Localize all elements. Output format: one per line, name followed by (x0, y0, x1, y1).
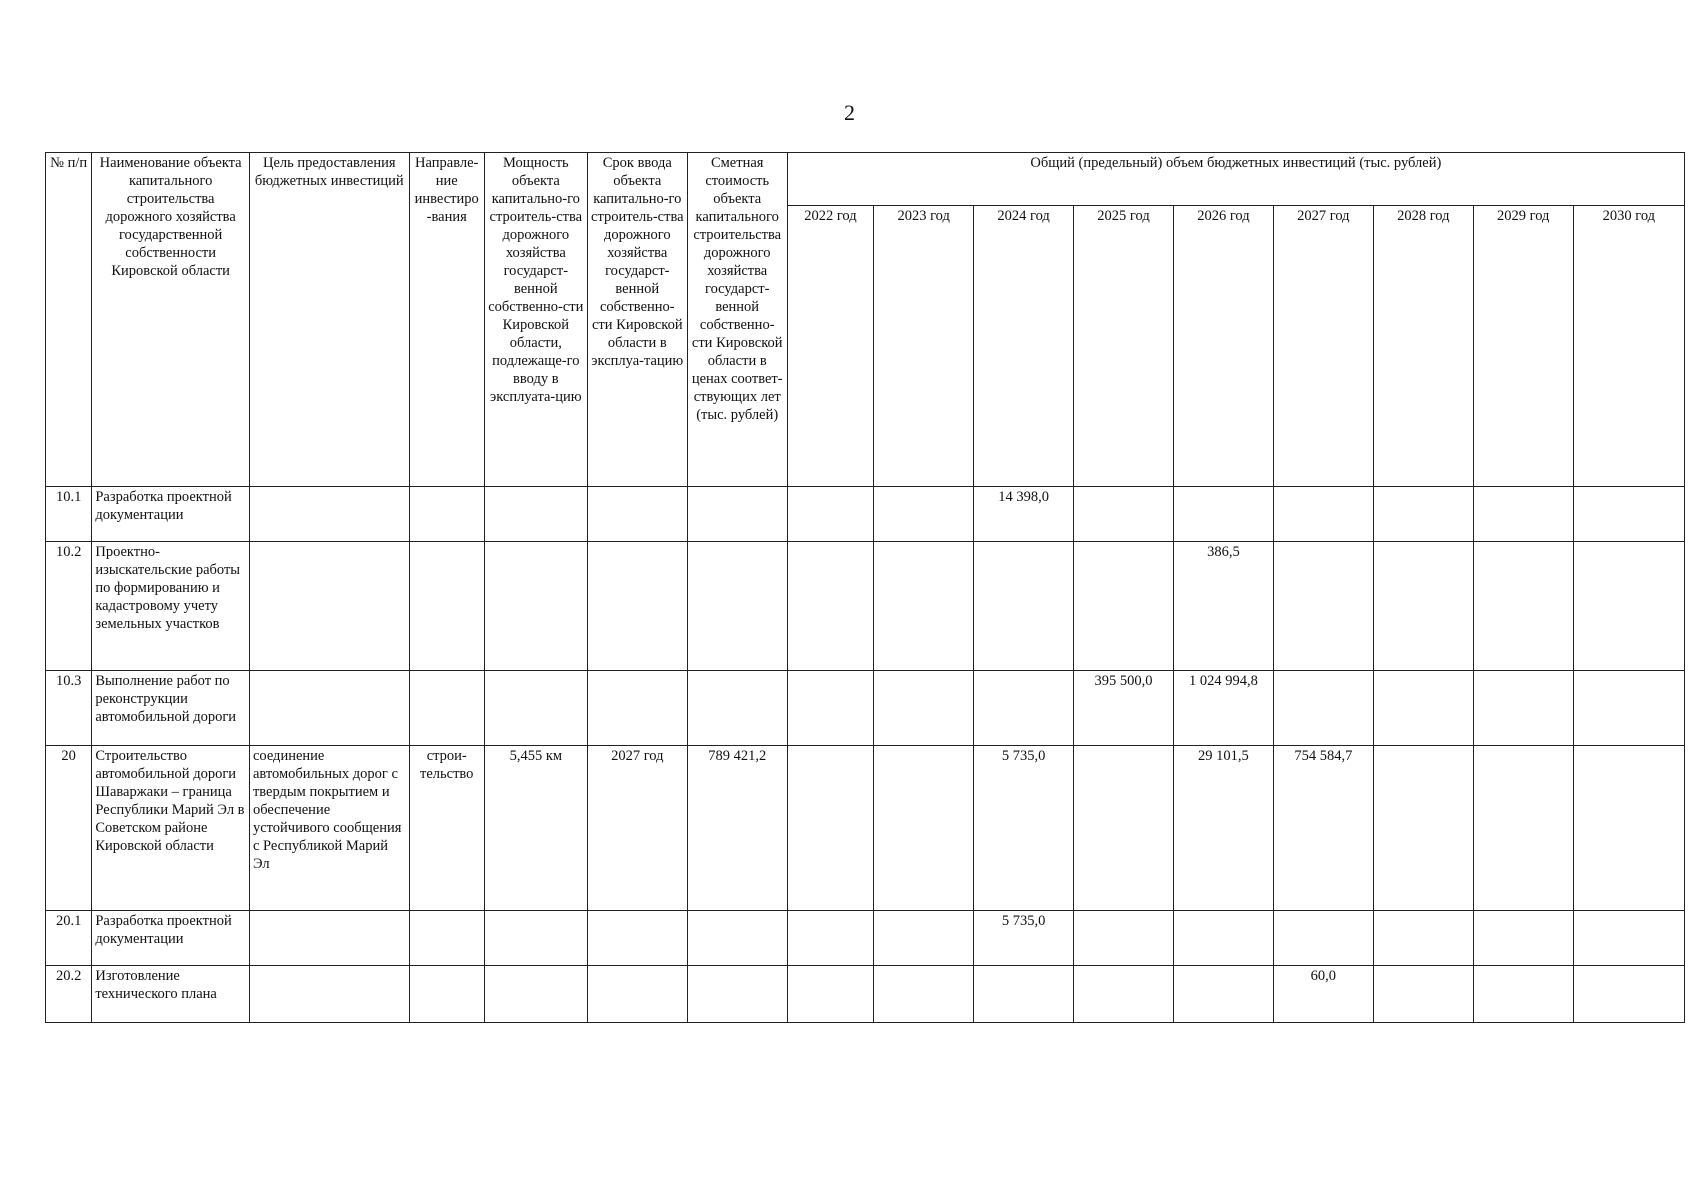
row-name: Проектно-изыскательские работы по формированию и кадастровому учету земельных участков (92, 542, 250, 671)
table-row (46, 487, 1685, 542)
header-year: 2030 год (1573, 206, 1684, 487)
row-year-2024: 5 735,0 (974, 911, 1074, 966)
row-direction (409, 911, 484, 966)
row-commissioning: 2027 год (587, 746, 687, 911)
table-row (46, 911, 1685, 966)
row-direction (409, 542, 484, 671)
row-year-2030 (1573, 911, 1684, 966)
row-capacity (484, 911, 587, 966)
row-purpose (249, 966, 409, 1023)
row-cost (687, 542, 787, 671)
row-direction (409, 966, 484, 1023)
row-year-2025 (1074, 911, 1174, 966)
row-year-2023 (874, 487, 974, 542)
row-year-2030 (1573, 746, 1684, 911)
row-capacity (484, 487, 587, 542)
row-cost (687, 671, 787, 746)
row-year-2022 (787, 671, 874, 746)
row-year-2027 (1273, 671, 1373, 746)
header-row-top (46, 153, 1685, 206)
row-purpose (249, 911, 409, 966)
row-year-2029 (1473, 542, 1573, 671)
header-direction: Направле-ние инвестиро-вания (409, 153, 484, 487)
row-year-2025 (1074, 746, 1174, 911)
row-year-2026 (1173, 911, 1273, 966)
row-year-2028 (1373, 966, 1473, 1023)
row-year-2023 (874, 746, 974, 911)
row-year-2027 (1273, 487, 1373, 542)
row-year-2023 (874, 542, 974, 671)
row-year-2028 (1373, 911, 1473, 966)
row-year-2024 (974, 966, 1074, 1023)
row-commissioning (587, 911, 687, 966)
row-year-2029 (1473, 911, 1573, 966)
row-num: 10.3 (46, 671, 92, 746)
row-year-2022 (787, 911, 874, 966)
row-commissioning (587, 542, 687, 671)
row-year-2029 (1473, 746, 1573, 911)
row-cost (687, 911, 787, 966)
row-purpose (249, 487, 409, 542)
row-commissioning (587, 487, 687, 542)
row-purpose (249, 671, 409, 746)
row-year-2028 (1373, 487, 1473, 542)
header-year: 2024 год (974, 206, 1074, 487)
row-year-2027: 754 584,7 (1273, 746, 1373, 911)
row-direction: строи-тельство (409, 746, 484, 911)
row-commissioning (587, 671, 687, 746)
row-year-2022 (787, 542, 874, 671)
row-year-2028 (1373, 671, 1473, 746)
header-purpose: Цель предоставления бюджетных инвестиций (249, 153, 409, 487)
row-num: 20.2 (46, 966, 92, 1023)
row-cost (687, 966, 787, 1023)
row-commissioning (587, 966, 687, 1023)
row-year-2022 (787, 487, 874, 542)
header-num: № п/п (46, 153, 92, 487)
row-year-2023 (874, 911, 974, 966)
row-year-2029 (1473, 671, 1573, 746)
row-year-2025 (1074, 966, 1174, 1023)
header-total-volume: Общий (предельный) объем бюджетных инвестиций (тыс. рублей) (787, 153, 1684, 206)
row-year-2022 (787, 966, 874, 1023)
row-year-2024: 14 398,0 (974, 487, 1074, 542)
row-year-2026 (1173, 966, 1273, 1023)
row-year-2027 (1273, 542, 1373, 671)
row-year-2024 (974, 542, 1074, 671)
row-year-2030 (1573, 671, 1684, 746)
row-year-2029 (1473, 487, 1573, 542)
header-commissioning: Срок ввода объекта капитально-го строитель-ства дорожного хозяйства государст-венной собственно-сти Кировской области в эксплуа-тацию (587, 153, 687, 487)
row-name: Строительство автомобильной дороги Шаваржаки – граница Республики Марий Эл в Советском районе Кировской области (92, 746, 250, 911)
row-year-2028 (1373, 542, 1473, 671)
row-cost: 789 421,2 (687, 746, 787, 911)
row-year-2024 (974, 671, 1074, 746)
row-year-2023 (874, 966, 974, 1023)
row-cost (687, 487, 787, 542)
row-capacity (484, 542, 587, 671)
row-year-2024: 5 735,0 (974, 746, 1074, 911)
row-year-2026 (1173, 487, 1273, 542)
row-year-2028 (1373, 746, 1473, 911)
row-capacity (484, 966, 587, 1023)
header-year: 2027 год (1273, 206, 1373, 487)
header-year: 2025 год (1074, 206, 1174, 487)
header-name: Наименование объекта капитального строительства дорожного хозяйства государственной собственности Кировской области (92, 153, 250, 487)
row-year-2030 (1573, 487, 1684, 542)
row-num: 20 (46, 746, 92, 911)
row-name: Разработка проектной документации (92, 911, 250, 966)
header-year: 2023 год (874, 206, 974, 487)
table-row (46, 746, 1685, 911)
row-year-2022 (787, 746, 874, 911)
row-direction (409, 487, 484, 542)
row-name: Разработка проектной документации (92, 487, 250, 542)
row-direction (409, 671, 484, 746)
header-cost: Сметная стоимость объекта капитального строительства дорожного хозяйства государст-венной собственно-сти Кировской области в ценах соответ-ствующих лет (тыс. рублей) (687, 153, 787, 487)
table-row (46, 966, 1685, 1023)
row-num: 10.2 (46, 542, 92, 671)
row-year-2026: 1 024 994,8 (1173, 671, 1273, 746)
row-year-2025: 395 500,0 (1074, 671, 1174, 746)
row-capacity (484, 671, 587, 746)
budget-investment-table (45, 152, 1685, 1023)
row-purpose (249, 542, 409, 671)
row-year-2027: 60,0 (1273, 966, 1373, 1023)
header-capacity: Мощность объекта капитально-го строитель-ства дорожного хозяйства государст-венной собственно-сти Кировской области, подлежаще-го вводу в эксплуата-цию (484, 153, 587, 487)
row-name: Изготовление технического плана (92, 966, 250, 1023)
row-year-2025 (1074, 487, 1174, 542)
row-year-2026: 29 101,5 (1173, 746, 1273, 911)
row-year-2023 (874, 671, 974, 746)
header-year: 2029 год (1473, 206, 1573, 487)
row-year-2030 (1573, 966, 1684, 1023)
page-number: 2 (844, 100, 855, 125)
table-row (46, 671, 1685, 746)
header-year: 2022 год (787, 206, 874, 487)
row-year-2030 (1573, 542, 1684, 671)
row-year-2025 (1074, 542, 1174, 671)
row-name: Выполнение работ по реконструкции автомобильной дороги (92, 671, 250, 746)
row-capacity: 5,455 км (484, 746, 587, 911)
row-year-2029 (1473, 966, 1573, 1023)
row-purpose: соединение автомобильных дорог с твердым покрытием и обеспечение устойчивого сообщения с Республикой Марий Эл (249, 746, 409, 911)
row-num: 10.1 (46, 487, 92, 542)
header-year: 2028 год (1373, 206, 1473, 487)
header-year: 2026 год (1173, 206, 1273, 487)
row-year-2027 (1273, 911, 1373, 966)
row-year-2026: 386,5 (1173, 542, 1273, 671)
table-row (46, 542, 1685, 671)
row-num: 20.1 (46, 911, 92, 966)
